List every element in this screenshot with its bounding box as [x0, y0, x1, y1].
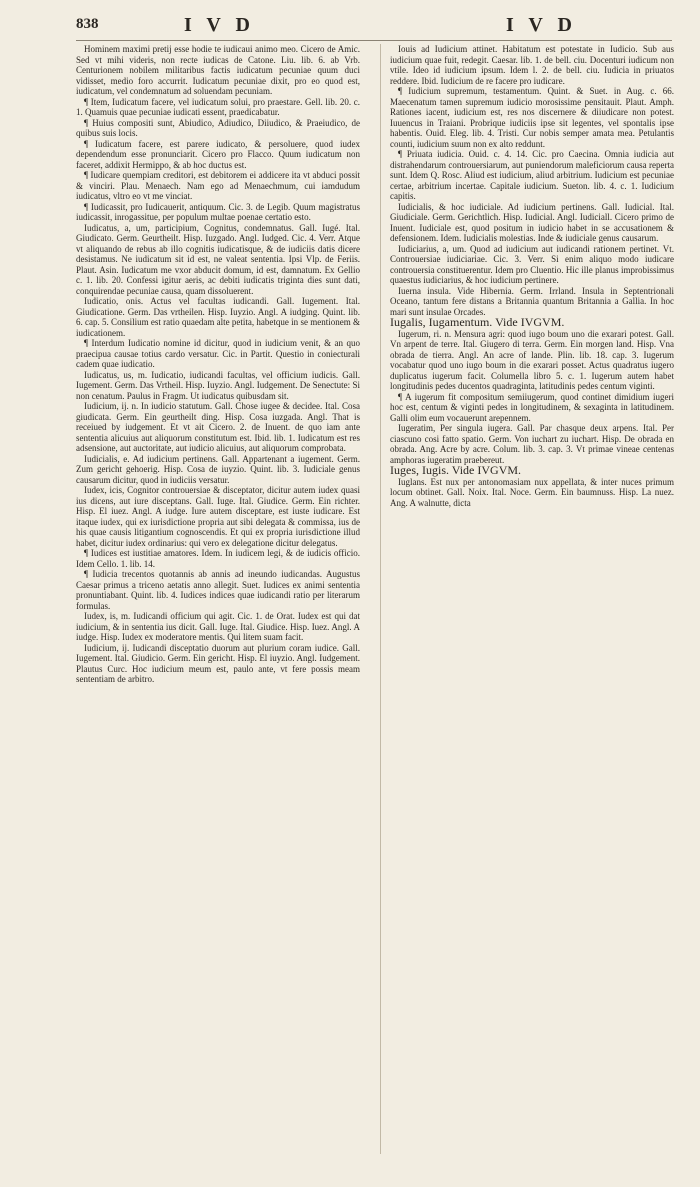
entry-paragraph: Iugerum, ri. n. Mensura agri: quod iugo boum uno die exarari potest. Gall. Vn arpent de terre. Ital. Giugero di terra. Germ. Ein morgen land. Hisp. Vna obrada de tierra. Angl. An acre of lande. Plin. lib. 18. cap. 3. Iugerum vocabatur quod uno iugo boum in die exarari posset. Actus quadratus iugero duplicatus iugerum facit. Columella libro 5. c. 1. Iugerum autem habet longitudinis pedes ducentos quadraginta, latitudinis pedes centum viginti.: [390, 328, 674, 391]
entry-paragraph: Iudicialis, & hoc iudiciale. Ad iudicium pertinens. Gall. Iudicial. Ital. Giudiciale. Germ. Gerichtlich. Hisp. Iudicial. Angl. Iudiciall. Cicero primo de Inuent. Iudiciale est, quod positum in iudicio habet in se accusationem & defensionem. Idem. Iudicialis molestias. Inde & iudiciale genus causarum.: [390, 201, 674, 243]
right-column: [390, 44, 674, 1164]
left-column: [76, 44, 360, 1164]
entry-paragraph: ¶ Item, Iudicatum facere, vel iudicatum solui, pro praestare. Gell. lib. 20. c. 1. Quamuis quae pecuniae iudicati essent, praedicabatur.: [76, 96, 360, 117]
entry-paragraph: Iudicatus, a, um, participium, Cognitus, condemnatus. Gall. Iugé. Ital. Giudicato. Germ. Geurtheilt. Hisp. Iuzgado. Angl. Iudged. Cic. 4. Verr. Atque vt aliquando de rebus ab illo cognitis iudicatisque, & de iudiciis datis dicere desistamus. Ne iudicatum sit id est, ne valeat sententia. Ipsi Vlp. de Feriis. Plaut. Asin. Iudicatum me vxor abducit domum, id est, damnatum. Ex Gellio c. 1. lib. 20. Confessi igitur aeris, ac debiti iudicatis triginta dies sunt dati, conquirendae pecuniae causa, quam dissoluerent.: [76, 222, 360, 296]
entry-paragraph: ¶ Interdum Iudicatio nomine id dicitur, quod in iudicium venit, & an quo praecipua causae totius cardo versatur. Cic. in Partit. Questio in coniecturali cadem quae iudicatio.: [76, 338, 360, 369]
entry-paragraph: Iudicatio, onis. Actus vel facultas iudicandi. Gall. Iugement. Ital. Giudicatione. Germ. Das vrtheilen. Hisp. Iuyzio. Angl. A iudging. Quint. lib. 6. cap. 5. Consilium est ratio quaedam alte petita, habetque in se mentionem & iudicationem.: [76, 296, 360, 338]
entry-paragraph: ¶ Iudicare quempiam creditori, est debitorem ei addicere ita vt abduci possit & vinciri. Plau. Menaech. Nam ego ad Menaechmum, cui iamdudum iudicatus, vltro eo vt me vinciat.: [76, 170, 360, 201]
header-left-title: I V D: [184, 14, 255, 36]
entry-paragraph: Iudicium, ij. Iudicandi disceptatio duorum aut plurium coram iudice. Gall. Iugement. Ital. Giudicio. Germ. Ein gericht. Hisp. El iuyzio. Angl. Iudgement. Plautus Curc. Hoc iudicium meum est, paulo ante, vt fere possis meam sententiam de arbitro.: [76, 642, 360, 684]
header-rule: [76, 40, 672, 41]
entry-paragraph: ¶ Priuata iudicia. Ouid. c. 4. 14. Cic. pro Caecina. Omnia iudicia aut distrahendarum controuersiarum, aut puniendorum maleficiorum causa reperta sunt. Idem Q. Rosc. Aliud est iudicium, aliud arbitrium. Iudicium est pecuniae certae, arbitrium incertae. Capitale iudicium. Sueton. lib. 4. c. 1. Iudicium capitis.: [390, 149, 674, 201]
entry-paragraph: Iuerna insula. Vide Hibernia. Germ. Irrland. Insula in Septentrionali Oceano, tantum fere distans a Britannia quantum Britannia a Gallia. In hoc mari sunt insulae Orcades.: [390, 285, 674, 317]
entry-paragraph: ¶ Huius compositi sunt, Abiudico, Adiudico, Diiudico, & Praeiudico, de quibus suis locis.: [76, 117, 360, 138]
running-header: [76, 14, 672, 38]
entry-paragraph: Iudicium, ij. n. In iudicio statutum. Gall. Chose iugee & decidee. Ital. Cosa giudicata. Germ. Ein geurtheilt ding. Hisp. Cosa iuzgada. Angl. That is receiued by iudgement. Et vt ait Cicero. 2. de Inuent. de quo iam ante sententia alicuius aut aliquorum constitutum est. Ibid. lib. 1. Iudicatum est res adsensione, aut auctoritate, aut iudicio alicuius, aut aliquorum comprobata.: [76, 401, 360, 453]
entry-paragraph: Hominem maximi pretij esse hodie te iudicaui animo meo. Cicero de Amic. Sed vt mihi videris, non recte iudicas de Catone. Liu. lib. 6. ab Vrb. Centurionem nobilem militaribus factis iudicatum pecuniae quum duci vidisset, medio foro accurrit. Iudicatum pecuniae dixit, pro eo quod est, iudicatum, vel condemnatum ad soluendam pecuniam.: [76, 44, 360, 96]
headword-text: Iugalis, Iugamentum. Vide IVGVM.: [390, 315, 565, 329]
entry-paragraph: ¶ Iudicassit, pro Iudicauerit, antiquum. Cic. 3. de Legib. Quum magistratus iudicassit, inrogassitue, per populum multae poenae certatio esto.: [76, 201, 360, 222]
entry-paragraph: Iudicatus, us, m. Iudicatio, iudicandi facultas, vel officium iudicis. Gall. Iugement. Germ. Das Vrtheil. Hisp. Iuyzio. Angl. Iudgement. De Senectute: Si non cenatum. Paulus in Fragm. Ut iudicatus quibusdam sit.: [76, 369, 360, 401]
column-divider: [380, 44, 381, 1154]
headword-entry: [390, 317, 674, 329]
page-number: 838: [76, 16, 99, 32]
entry-paragraph: ¶ A iugerum fit compositum semiiugerum, quod continet dimidium iugeri hoc est, centum & viginti pedes in longitudinem, & sexaginta in latitudinem. Galli olim eum vocauerunt arepennem.: [390, 391, 674, 423]
entry-paragraph: Iuglans. Est nux per antonomasiam nux appellata, & inter nuces primum locum obtinet. Gall. Noix. Ital. Noce. Germ. Ein baumnuss. Hisp. La nuez. Ang. A walnutte, dicta: [390, 476, 674, 508]
entry-paragraph: Iudex, icis, Cognitor controuersiae & disceptator, dicitur autem iudex quasi ius dicens, aut iure disceptans. Gall. Iuge. Ital. Giudice. Germ. Ein richter. Hisp. El iuez. Angl. A iudge. Iure autem disceptare, est iuste iudicare. Est itaque iudex, qui ex iurisdictione propria aut sibi delegata & commissa, ius de his quae causis litigantium cognoscendis. Et qui ex propria iurisdictione illud habet, dicitur iudex ordinarius: qui vero ex delegatione dicitur delegatus.: [76, 485, 360, 548]
entry-paragraph: Iudicialis, e. Ad iudicium pertinens. Gall. Appartenant a iugement. Germ. Zum gericht gehoerig. Hisp. Cosa de iuyzio. Quint. lib. 3. Iudiciale genus causarum dicitur, quod in iudiciis versatur.: [76, 453, 360, 485]
entry-paragraph: ¶ Iudicium supremum, testamentum. Quint. & Suet. in Aug. c. 66. Maecenatum tamen supremum iudicio morosissime pensitauit. Plaut. Amph. Rationes iacent, iudicium est, res nos discernere & diiudicare non potest. Iuuencus in Traiani. Probrique iudiciis ipse sit legentes, vel spontalis ipse habentis. Ouid. Eleg. lib. 4. Tristi. Cur nobis semper amata mea. Petulantis counti, iudicium suum non ex alto reddunt.: [390, 86, 674, 149]
entry-paragraph: Iudex, is, m. Iudicandi officium qui agit. Cic. 1. de Orat. Iudex est qui dat iudicium, & in sententia ius dicit. Gall. Iuge. Ital. Giudice. Hisp. Iuez. Angl. A iudge. Hisp. Iudex ex moderatore mentis. Qui litem suam facit.: [76, 611, 360, 642]
headword-entry: [390, 465, 674, 477]
entry-paragraph: Iudiciarius, a, um. Quod ad iudicium aut iudicandi rationem pertinet. Vt. Controuersiae iudiciariae. Cic. 3. Verr. Si enim aliquo modo iudicare controuersia constituerentur. Idem pro Cluentio. Hic ille planus improbissimus quaestus iudiciarius, & hoc iudicium pertinere.: [390, 243, 674, 285]
entry-paragraph: Iugeratim, Per singula iugera. Gall. Par chasque deux arpens. Ital. Per ciascuno cosi fatto spatio. Germ. Von iuchart zu iuchart. Hisp. De obrada en obrada. Ang. Acre by acre. Colum. lib. 3. cap. 3. Vt primae vineae centenas amphoras iugeratim praebereut.: [390, 423, 674, 465]
entry-paragraph: Iouis ad Iudicium attinet. Habitatum est potestate in Iudicio. Sub aus iudicium quae fuit, redegit. Caesar. lib. 1. de bell. ciu. Docenturi iudicum non vtile. Ideo id iudicium ipsum. Idem l. 2. de bell. ciu. Iudicia in priuatos reddere. Ibid. Iudicium de re facere pro iudicare.: [390, 44, 674, 86]
entry-paragraph: ¶ Iudicatum facere, est parere iudicato, & persoluere, quod iudex dependendum esse pronunciarit. Cicero pro Flacco. Quum iudicatum non faceret, addixit Hermippo, & ab hoc ductus est.: [76, 138, 360, 170]
headword-text: Iuges, Iugis. Vide IVGVM.: [390, 463, 522, 477]
header-right-title: I V D: [506, 14, 577, 36]
entry-paragraph: ¶ Iudicia trecentos quotannis ab annis ad ineundo iudicandas. Augustus Caesar primus a triceno aetatis anno allegit. Suet. Iudices ex animi sententia pronuntiabant. Quint. lib. 4. Iudices indices quae iudicandi ratio per literarum formulas.: [76, 569, 360, 611]
entry-paragraph: ¶ Iudices est iustitiae amatores. Idem. In iudicem legi, & de iudicis officio. Idem Cello. 1. lib. 14.: [76, 548, 360, 569]
